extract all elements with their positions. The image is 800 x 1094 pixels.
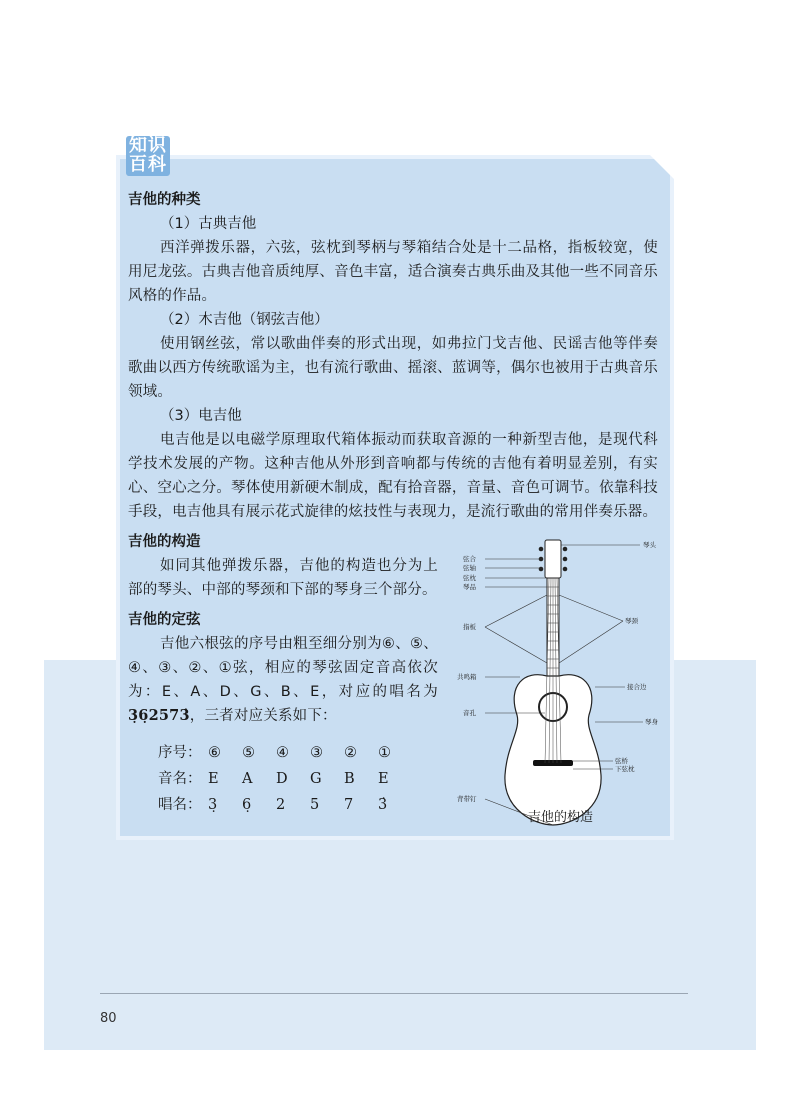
table-cell: 3̇ bbox=[378, 797, 388, 813]
table-cell: 7 bbox=[344, 797, 354, 813]
classic-text: 西洋弹拨乐器，六弦，弦枕到琴柄与琴箱结合处是十二品格，指板较宽，使用尼龙弦。古典吉他音质纯厚、音色丰富，适合演奏古典乐曲及其他一些不同音乐风格的作品。 bbox=[128, 240, 658, 304]
card-corner-cut bbox=[650, 155, 674, 179]
table-cell: 5 bbox=[310, 797, 320, 813]
tuning-body: 吉他六根弦的序号由粗至细分别为⑥、⑤、④、③、②、①弦，相应的琴弦固定音高依次为：E、A、D、G、B、E，对应的唱名为 bbox=[128, 636, 438, 700]
table-cell: E bbox=[378, 771, 389, 787]
structure-title: 吉他的构造 bbox=[128, 534, 201, 550]
badge-line-2: 百科 bbox=[129, 154, 167, 175]
wood-text: 使用钢丝弦，常以歌曲伴奏的形式出现，如弗拉门戈吉他、民谣吉他等伴奏歌曲以西方传统歌谣为主，也有流行歌曲、摇滚、蓝调等，偶尔也被用于古典音乐领域。 bbox=[128, 336, 658, 400]
label-xianzhen: 弦枕 bbox=[463, 574, 476, 582]
diagram-caption: 吉他的构造 bbox=[528, 810, 594, 825]
guitar-head bbox=[545, 540, 561, 578]
table-cell: ② bbox=[344, 745, 357, 761]
label-qinshen: 琴身 bbox=[645, 718, 658, 726]
label-gongmingxiang: 共鸣箱 bbox=[457, 673, 477, 681]
badge-line-1: 知识 bbox=[129, 135, 167, 156]
label-qinjing: 琴颈 bbox=[625, 617, 638, 625]
page-number: 80 bbox=[100, 1011, 117, 1026]
label-xiaxianzhen: 下弦枕 bbox=[615, 765, 635, 773]
label-beidaiding: 背带钉 bbox=[457, 795, 477, 803]
structure-text: 如同其他弹拨乐器，吉他的构造也分为上部的琴头、中部的琴颈和下部的琴身三个部分。 bbox=[128, 558, 438, 598]
electric-text: 电吉他是以电磁学原理取代箱体振动而获取音源的一种新型吉他，是现代科学技术发展的产物。这种吉他从外形到音响都与传统的吉他有着明显差别，有实心、空心之分。琴体使用新硬木制成，配有拾音器，音量、音色可调节。依靠科技手段，电吉他具有展示花式旋律的炫技性与表现力，是流行歌曲的常用伴奏乐器。 bbox=[128, 432, 658, 520]
table-cell: E bbox=[208, 771, 219, 787]
electric-heading: （3）电吉他 bbox=[160, 408, 242, 424]
table-cell: ③ bbox=[310, 745, 323, 761]
label-xianzhu: 弦轴 bbox=[463, 564, 476, 572]
table-cell: ④ bbox=[276, 745, 289, 761]
table-row-label: 音名： bbox=[158, 771, 202, 787]
knowledge-badge bbox=[126, 136, 170, 176]
tuning-tail: ，三者对应关系如下： bbox=[189, 708, 337, 724]
table-row-label: 唱名： bbox=[158, 797, 202, 813]
table-cell: 3̣ bbox=[208, 797, 218, 813]
wood-heading: （2）木吉他（钢弦吉他） bbox=[160, 312, 329, 328]
label-yinkong: 音孔 bbox=[463, 709, 476, 717]
label-qintou: 琴头 bbox=[643, 541, 656, 549]
table-cell: ⑤ bbox=[242, 745, 255, 761]
table-cell: G bbox=[310, 771, 322, 787]
table-cell: D bbox=[276, 771, 288, 787]
label-qinpin: 琴品 bbox=[463, 583, 476, 591]
tuning-notation: 3̣6̣2573̇ bbox=[128, 707, 190, 724]
table-cell: ⑥ bbox=[208, 745, 221, 761]
table-cell: A bbox=[242, 771, 253, 787]
label-xianhe: 弦合 bbox=[463, 555, 476, 563]
table-cell: B bbox=[344, 771, 355, 787]
classic-heading: （1）古典吉他 bbox=[160, 216, 257, 232]
label-jiehebian: 接合边 bbox=[627, 683, 647, 691]
tuning-title: 吉他的定弦 bbox=[128, 612, 201, 628]
types-title: 吉他的种类 bbox=[128, 192, 201, 208]
table-cell: 2 bbox=[276, 797, 286, 813]
footer-rule bbox=[100, 993, 688, 994]
tuning-text bbox=[128, 632, 438, 728]
table-cell: ① bbox=[378, 745, 391, 761]
label-xianqiao: 弦桥 bbox=[615, 757, 628, 765]
guitar-diagram bbox=[455, 535, 675, 830]
table-cell: 6̣ bbox=[242, 797, 252, 813]
label-zhiban: 指板 bbox=[463, 623, 476, 631]
table-row-label: 序号： bbox=[158, 745, 202, 761]
